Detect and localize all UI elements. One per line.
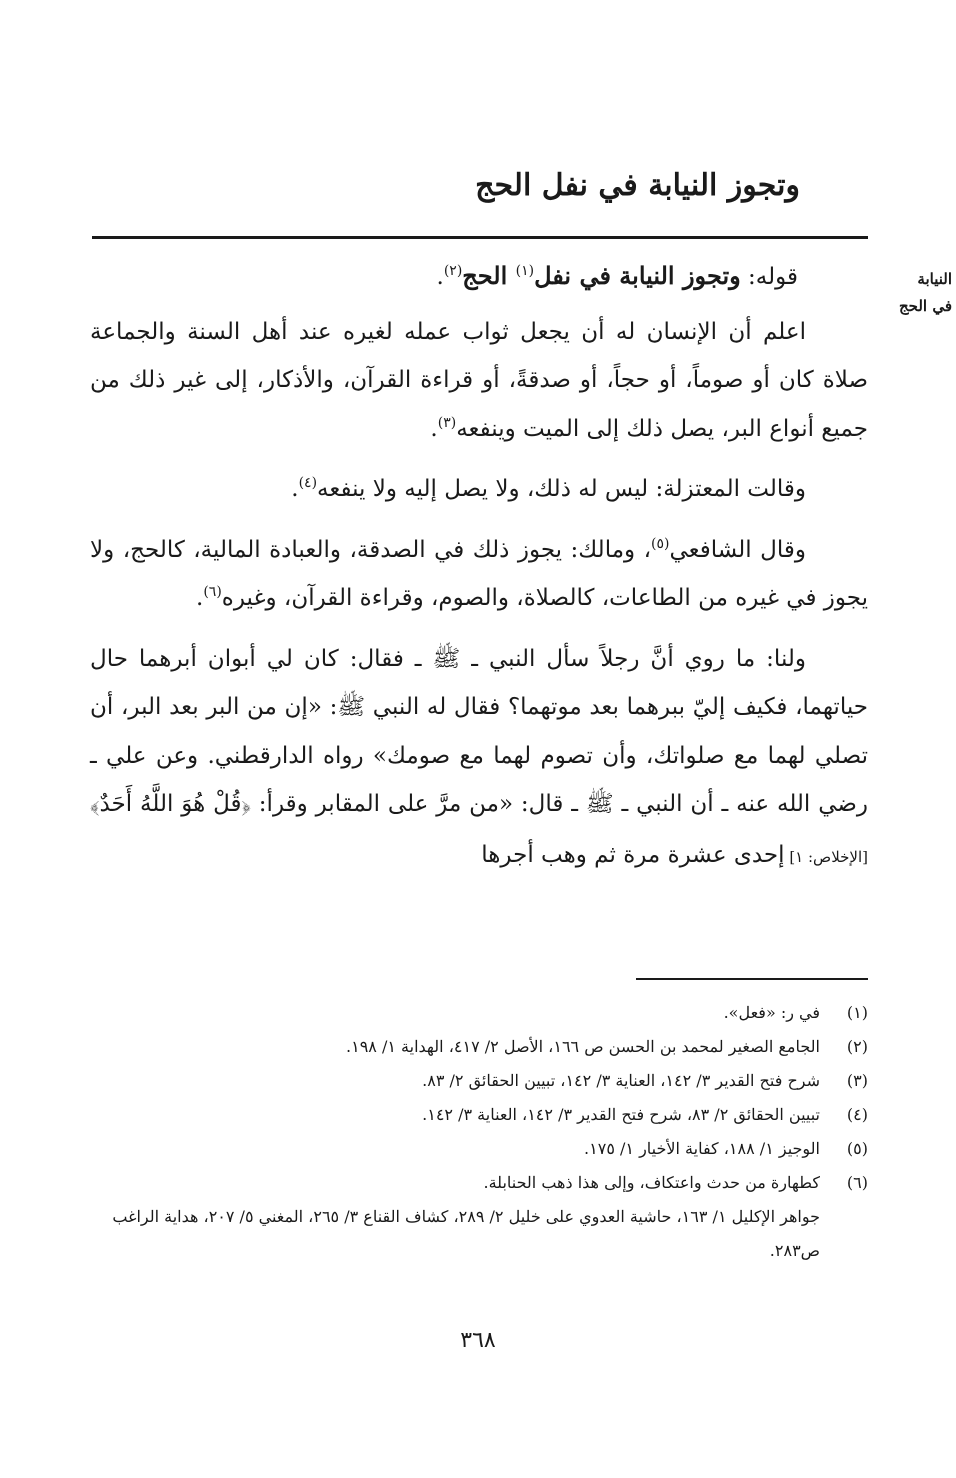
footnote-text: الوجيز ١/ ١٨٨، كفاية الأخيار ١/ ١٧٥. xyxy=(584,1139,820,1158)
footnote-ref-5: (٥) xyxy=(651,535,670,552)
p1-bold-b: الحج xyxy=(462,261,516,290)
p5-text-end: إحدى عشرة مرة ثم وهب أجرها xyxy=(481,841,785,868)
footnote-text: في ر: «فعل». xyxy=(723,1003,820,1022)
footnote-number: (٥) xyxy=(846,1139,868,1158)
footnote-rule xyxy=(636,978,868,980)
page-number: ٣٦٨ xyxy=(460,1328,496,1353)
paragraph-4 xyxy=(90,526,868,623)
footnote xyxy=(92,1098,868,1132)
footnote-number: (٢) xyxy=(846,1037,868,1056)
paragraph-3 xyxy=(90,465,868,514)
p4-text-a: وقال الشافعي xyxy=(669,536,806,563)
paragraph-5 xyxy=(90,635,868,882)
running-head: وتجوز النيابة في نفل الحج xyxy=(475,168,800,203)
footnote xyxy=(92,1064,868,1098)
footnote-ref-6: (٦) xyxy=(203,584,222,600)
paragraph-1 xyxy=(90,252,868,302)
footnote-text: تبيين الحقائق ٢/ ٨٣، شرح فتح القدير ٣/ ١٤٢، العناية ٣/ ١٤٢. xyxy=(422,1105,820,1124)
p3-text: وقالت المعتزلة: ليس له ذلك، ولا يصل إليه ولا ينفعه xyxy=(317,476,806,502)
footnote-ref-1: (١) xyxy=(515,263,535,279)
p1-end: . xyxy=(436,264,444,290)
footnote-text: كطهارة من حدث واعتكاف، وإلى هذا ذهب الحنابلة. xyxy=(483,1173,820,1192)
p4-end: . xyxy=(196,585,204,611)
footnote-number: (١) xyxy=(846,1003,868,1022)
main-text xyxy=(90,252,868,893)
footnote xyxy=(92,1166,868,1200)
footnote-ref-2: (٢) xyxy=(443,263,463,279)
margin-note-line-2: في الحج xyxy=(899,297,952,315)
footnote xyxy=(92,996,868,1030)
footnote-text: الجامع الصغير لمحمد بن الحسن ص ١٦٦، الأصل ٢/ ٤١٧، الهداية ١/ ١٩٨. xyxy=(346,1037,820,1056)
footnote-number: (٣) xyxy=(846,1071,868,1090)
margin-note-line-1: النيابة xyxy=(917,270,952,288)
p1-lead: قوله: xyxy=(740,264,798,290)
footnote-text: شرح فتح القدير ٣/ ١٤٢، العناية ٣/ ١٤٢، تبيين الحقائق ٢/ ٨٣. xyxy=(422,1071,820,1090)
footnotes xyxy=(92,996,868,1268)
footnote-number: (٦) xyxy=(846,1173,868,1192)
margin-note xyxy=(884,266,952,320)
p5-text: ولنا: ما روي أنَّ رجلاً سأل النبي ـ ﷺ ـ فقال: كان لي أبوان أبرهما حال حياتهما، فكيف إليّ ببرهما بعد موتهما؟ فقال له النبي ﷺ: «إن من البر بعد البر، أن تصلي لهما مع صلواتك، وأن تصوم لهما مع صومك» رواه الدارقطني. وعن علي ـ رضي الله عنه ـ أن النبي ـ ﷺ ـ قال: «من مرَّ على المقابر وقرأ: ﴿قُلْ هُوَ اللَّهُ أَحَدٌ﴾ xyxy=(90,645,868,817)
footnote-ref-3: (٣) xyxy=(437,414,457,431)
p3-end: . xyxy=(291,476,299,502)
p1-bold-a: وتجوز النيابة في نفل xyxy=(534,261,741,290)
p2-text: اعلم أن الإنسان له أن يجعل ثواب عمله لغيره عند أهل السنة والجماعة صلاة كان أو صوماً، أو حجاً، أو صدقةً، أو قراءة القرآن، والأذكار، إلى غير ذلك من جميع أنواع البر، يصل ذلك إلى الميت وينفعه xyxy=(90,318,868,442)
paragraph-2 xyxy=(90,308,868,454)
footnote-ref-4: (٤) xyxy=(298,475,318,491)
quran-reference: [الإخلاص: ١] xyxy=(784,847,868,866)
p2-end: . xyxy=(430,415,438,442)
footnote-number: (٤) xyxy=(846,1105,868,1124)
footnote xyxy=(92,1132,868,1166)
footnote xyxy=(92,1030,868,1064)
footnote-text: جواهر الإكليل ١/ ١٦٣، حاشية العدوي على خليل ٢/ ٢٨٩، كشاف القناع ٣/ ٢٦٥، المغني ٥/ ٢٠٧، هداية الراغب ص٢٨٣. xyxy=(112,1207,820,1260)
p4-text-b: ، ومالك: يجوز ذلك في الصدقة، والعبادة المالية، كالحج، ولا يجوز في غيره من الطاعات، كالصلاة، والصوم، وقراءة القرآن، وغيره xyxy=(90,536,868,611)
header-rule xyxy=(92,236,868,239)
footnote-continuation xyxy=(92,1200,868,1268)
